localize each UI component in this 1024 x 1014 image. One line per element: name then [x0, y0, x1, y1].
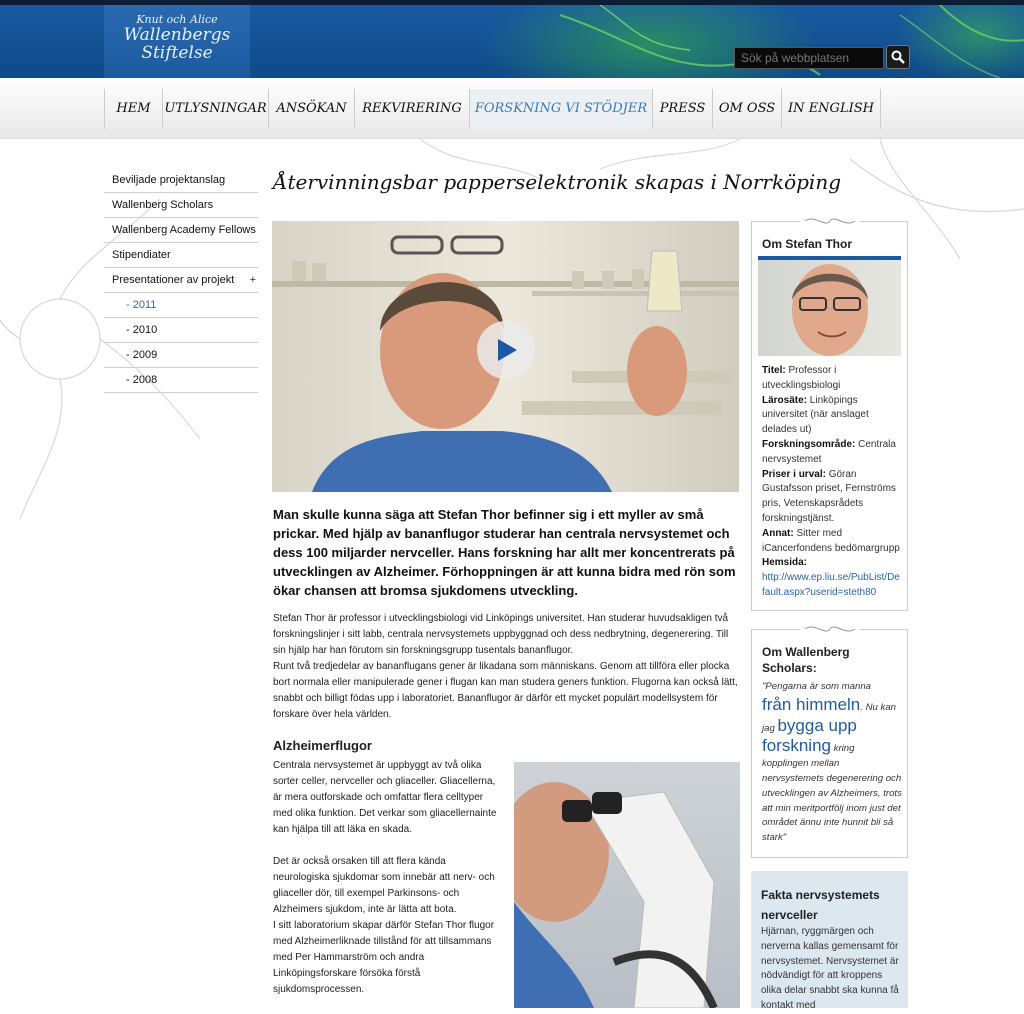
fact-label-hemsida: Hemsida:: [762, 557, 808, 569]
sidebar-item-label: - 2009: [126, 349, 158, 361]
quote-part: "Pengarna är som manna: [762, 681, 871, 692]
about-researcher-box: [751, 221, 908, 611]
article-lead: Man skulle kunna säga att Stefan Thor befinner sig i ett myller av små prickar. Med hjälp av bananflugor studerar han centrala nervsystemet och dess 100 miljarder nervceller. Hans forskning har allt mer koncentrerats på utvecklingen av Alzheimer. Förhoppningen är att kunna bidra med rön som ökar chansen att bromsa sjukdomens utveckling.: [273, 507, 736, 598]
nav-item-hem[interactable]: HEM: [105, 89, 163, 129]
sidebar-item-presentationer[interactable]: [104, 268, 258, 293]
scholars-heading: Om Wallenberg Scholars:: [762, 645, 850, 675]
sidebar-item-label: Presentationer av projekt: [112, 274, 235, 286]
site-logo[interactable]: [104, 5, 250, 78]
sidebar-item-stipendiater[interactable]: [104, 243, 258, 268]
fact-label-larosate: Lärosäte:: [762, 394, 808, 406]
fact-priser: Göran Gustafsson priset, Fernströms pris, Vetenskapsrådets forskningstjänst.: [762, 468, 896, 524]
sidebar-item-beviljade-projektanslag[interactable]: [104, 168, 258, 193]
fact-label-titel: Titel:: [762, 365, 786, 376]
article-column: [273, 758, 503, 998]
site-header: [0, 5, 1024, 78]
about-heading: Om Stefan Thor: [762, 237, 853, 251]
sidebar-item-label: - 2008: [126, 374, 158, 386]
homepage-link[interactable]: http://www.ep.liu.se/PubList/Default.aspx?userid=steth80: [762, 572, 900, 598]
main-navigation: [0, 78, 1024, 139]
fact-label-priser: Priser i urval:: [762, 468, 826, 480]
facts-box: [751, 871, 908, 1011]
body-paragraph: Stefan Thor är professor i utvecklingsbiologi vid Linköpings universitet. Han studerar huvudsakligen två forskningslinjer i sitt labb, centrala nervsystemets uppbyggnad och dess nedbrytning, degenerering. Till sin hjälp har han förutom sin forskningsgrupp tusentals bananflugor.: [273, 613, 729, 656]
search-input[interactable]: [734, 47, 884, 69]
logo-line-2: Wallenbergs: [123, 25, 231, 45]
fact-annat: Sitter med iCancerfondens bedömargrupp: [762, 527, 900, 554]
sidebar-item-wallenberg-academy-fellows[interactable]: [104, 218, 258, 243]
microscope-illustration: [514, 762, 740, 1008]
fact-titel: Professor i utvecklingsbiologi: [762, 365, 841, 391]
facts-heading: Fakta nervsystemets nervceller: [761, 888, 880, 922]
scholar-quote: [762, 680, 902, 846]
search-button[interactable]: [886, 45, 910, 69]
ornament-icon: [800, 214, 860, 228]
section-heading: Alzheimerflugor: [273, 738, 372, 753]
search-icon: [891, 50, 905, 64]
sidebar-item-label: - 2011: [126, 299, 157, 311]
microscope-photo: [514, 762, 740, 1008]
quote-part: kring kopplingen mellan nervsystemets degenerering och utvecklingen av Alzheimers, trots att min meritportfölj inom just det området ännu inte hunnit bli så stark": [762, 743, 902, 844]
sidebar-item-label: Wallenberg Scholars: [112, 199, 214, 211]
scholars-quote-box: [751, 629, 908, 858]
fact-label-annat: Annat:: [762, 527, 794, 539]
body-paragraph: Runt två tredjedelar av bananflugans gener är likadana som människans. Genom att tillföra eller plocka bort normala eller manipulerade gener i flugan kan man studera geners funktion. Flugorna kan också lätt, snabbt och billigt födas upp i laboratoriet. Bananflugor är därför ett mycket populärt modellsystem för forskare över hela världen.: [273, 661, 738, 720]
page-title: Återvinningsbar papperselektronik skapas i Norrköping: [273, 170, 842, 194]
researcher-portrait: [758, 256, 901, 356]
nav-item-rekvirering[interactable]: REKVIRERING: [355, 89, 470, 129]
nav-item-utlysningar[interactable]: UTLYSNINGAR: [163, 89, 269, 129]
facts-text: Hjärnan, ryggmärgen och nerverna kallas gemensamt för nervsystemet. Nervsystemet är nödvändigt för att kroppens olika delar snabbt ska kunna få kontakt med: [761, 926, 899, 1011]
expand-plus-icon[interactable]: +: [249, 274, 256, 286]
sidebar-item-wallenberg-scholars[interactable]: [104, 193, 258, 218]
body-paragraph: Centrala nervsystemet är uppbyggt av två olika sorter celler, nervceller och gliaceller. Gliacellerna, är mera outforskade och omfattar flera celltyper med olika funktion. Det verkar som gliacellernainte kan hjälpa till att läka en skada.: [273, 760, 497, 835]
nav-item-om-oss[interactable]: OM OSS: [713, 89, 782, 129]
portrait-illustration: [758, 260, 901, 356]
logo-line-1: Knut och Alice: [136, 13, 218, 26]
sidebar-item-2008[interactable]: [104, 368, 258, 393]
fact-label-forskningsomrade: Forskningsområde:: [762, 438, 856, 450]
sidebar-item-label: - 2010: [126, 324, 158, 336]
logo-line-3: Stiftelse: [141, 43, 213, 63]
quote-highlight: bygga upp forskning: [762, 715, 857, 756]
sidebar-item-2011[interactable]: [104, 293, 258, 318]
video-player[interactable]: [272, 221, 739, 492]
fact-forskningsomrade: Centrala nervsystemet: [762, 438, 896, 465]
sidebar-item-2010[interactable]: [104, 318, 258, 343]
nav-item-press[interactable]: PRESS: [653, 89, 713, 129]
spacer: [273, 838, 503, 854]
sidebar-item-label: Wallenberg Academy Fellows: [112, 224, 256, 236]
quote-part: . Nu kan jag: [762, 701, 896, 734]
sidebar-item-label: Stipendiater: [112, 249, 171, 261]
article-body: [273, 611, 740, 723]
ornament-icon: [800, 622, 860, 636]
quote-highlight: från himmeln: [762, 694, 861, 714]
body-paragraph: Det är också orsaken till att flera kända neurologiska sjukdomar som innebär att nerv- och gliaceller dör, till exempel Parkinsons- och Alzheimers sjukdom, inte är lätta att bota.: [273, 856, 495, 915]
fact-larosate: Linköpings universitet (när anslaget delades ut): [762, 394, 869, 436]
sidebar-menu: [104, 168, 258, 393]
body-paragraph: I sitt laboratorium skapar därför Stefan Thor flugor med Alzheimerliknade tillstånd för att tillsammans med Per Hammarström och andra Linköpingsforskare försöka förstå sjukdomsprocessen.: [273, 920, 495, 995]
nav-item-in-english[interactable]: IN ENGLISH: [782, 89, 881, 129]
nav-item-ansokan[interactable]: ANSÖKAN: [269, 89, 355, 129]
researcher-facts: [762, 364, 902, 601]
sidebar-item-2009[interactable]: [104, 343, 258, 368]
play-button[interactable]: [477, 321, 535, 379]
sidebar-item-label: Beviljade projektanslag: [112, 174, 226, 186]
nav-item-forskning-vi-stodjer[interactable]: FORSKNING VI STÖDJER: [470, 89, 653, 129]
play-icon: [492, 336, 520, 364]
